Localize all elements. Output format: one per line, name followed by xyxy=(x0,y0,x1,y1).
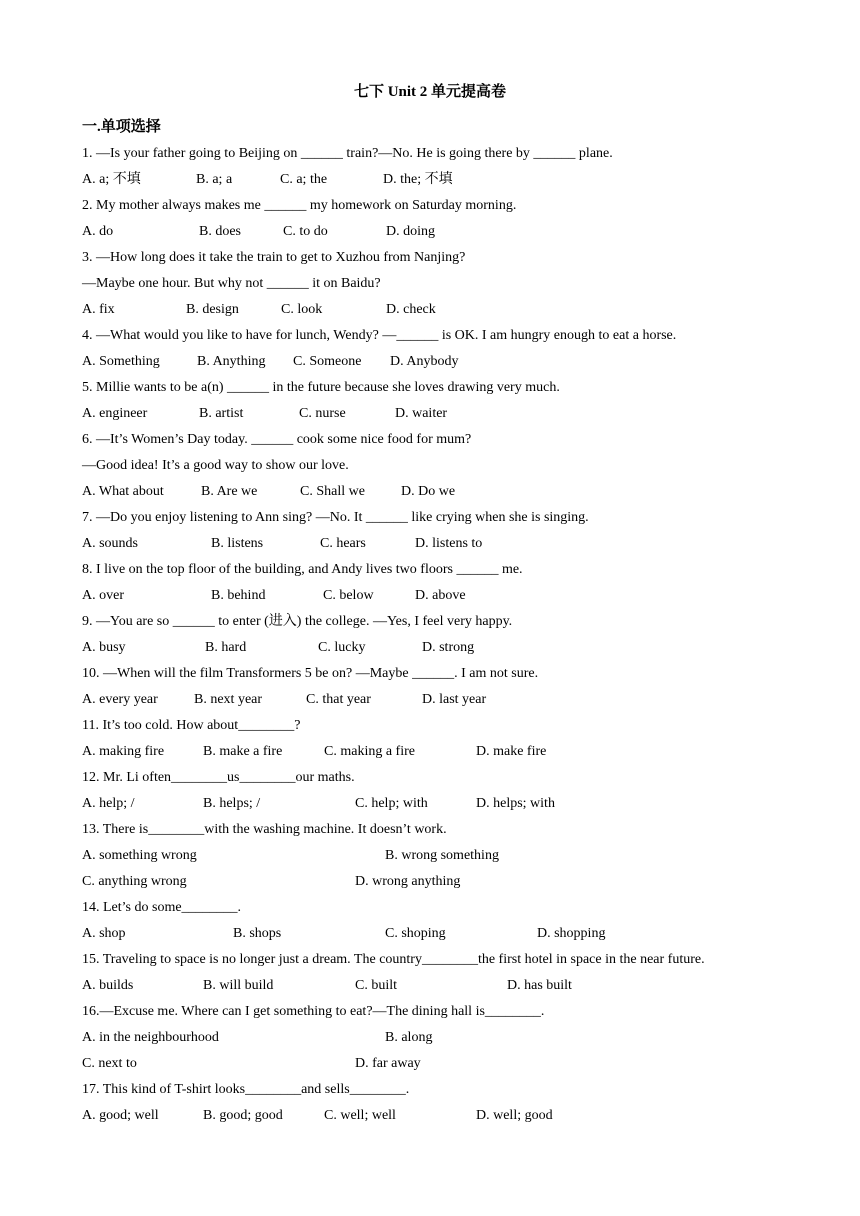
answer-option: A. making fire xyxy=(82,744,165,759)
question-text: 15. Traveling to space is no longer just a dream. The country________the first hotel in space in the near future. xyxy=(82,952,705,967)
page-title: 七下 Unit 2 单元提高卷 xyxy=(353,84,507,100)
answer-option: C. built xyxy=(355,978,398,993)
question-text: 17. This kind of T-shirt looks________and sells________. xyxy=(82,1082,410,1097)
question-text: 8. I live on the top floor of the building, and Andy lives two floors ______ me. xyxy=(82,562,523,577)
answer-option: C. hears xyxy=(320,536,366,551)
answer-option: C. shoping xyxy=(385,926,446,941)
answer-option: D. Anybody xyxy=(390,354,459,369)
answer-option: B. Are we xyxy=(201,484,258,499)
answer-option: C. next to xyxy=(82,1056,137,1071)
answer-option: B. design xyxy=(186,302,239,317)
answer-option: B. listens xyxy=(211,536,264,551)
question-text: 10. —When will the film Transformers 5 be on? —Maybe ______. I am not sure. xyxy=(82,666,539,681)
answer-option: B. does xyxy=(199,224,241,239)
answer-option: B. artist xyxy=(199,406,244,421)
answer-option: A. builds xyxy=(82,978,134,993)
answer-option: B. shops xyxy=(233,926,282,941)
answer-option: D. well; good xyxy=(476,1108,553,1123)
answer-option: C. look xyxy=(281,302,323,317)
answer-option: A. engineer xyxy=(82,406,148,421)
answer-option: A. fix xyxy=(82,302,115,317)
answer-option: D. wrong anything xyxy=(355,874,461,889)
answer-option: C. below xyxy=(323,588,374,603)
question-text: 2. My mother always makes me ______ my homework on Saturday morning. xyxy=(82,198,517,213)
question-text: 12. Mr. Li often________us________our maths. xyxy=(82,770,355,785)
answer-option: A. a; 不填 xyxy=(82,172,141,187)
answer-option: D. strong xyxy=(422,640,475,655)
question-text: 14. Let’s do some________. xyxy=(82,900,242,915)
answer-option: C. help; with xyxy=(355,796,428,811)
answer-option: C. Someone xyxy=(293,354,362,369)
section-heading: 一.单项选择 xyxy=(82,119,161,135)
answer-option: B. will build xyxy=(203,978,274,993)
question-text: 4. —What would you like to have for lunch, Wendy? —______ is OK. I am hungry enough to eat a horse. xyxy=(82,328,677,343)
answer-option: B. helps; / xyxy=(203,796,261,811)
answer-option: D. the; 不填 xyxy=(383,172,453,187)
question-text: 1. —Is your father going to Beijing on ______ train?—No. He is going there by ______ plane. xyxy=(82,146,613,161)
answer-option: C. lucky xyxy=(318,640,366,655)
answer-option: D. last year xyxy=(422,692,487,707)
answer-option: A. good; well xyxy=(82,1108,159,1123)
answer-option: C. a; the xyxy=(280,172,328,187)
answer-option: D. Do we xyxy=(401,484,456,499)
answer-option: C. making a fire xyxy=(324,744,415,759)
answer-option: A. something wrong xyxy=(82,848,197,863)
answer-option: C. that year xyxy=(306,692,371,707)
answer-option: B. Anything xyxy=(197,354,266,369)
answer-option: D. waiter xyxy=(395,406,448,421)
answer-option: B. wrong something xyxy=(385,848,499,863)
answer-option: D. helps; with xyxy=(476,796,555,811)
answer-option: C. anything wrong xyxy=(82,874,187,889)
answer-option: B. behind xyxy=(211,588,266,603)
question-text: —Good idea! It’s a good way to show our love. xyxy=(82,458,349,473)
question-text: 13. There is________with the washing machine. It doesn’t work. xyxy=(82,822,447,837)
answer-option: A. shop xyxy=(82,926,126,941)
answer-option: A. What about xyxy=(82,484,164,499)
answer-option: D. shopping xyxy=(537,926,606,941)
answer-option: B. hard xyxy=(205,640,247,655)
question-text: —Maybe one hour. But why not ______ it on Baidu? xyxy=(82,276,381,291)
answer-option: D. has built xyxy=(507,978,572,993)
answer-option: D. make fire xyxy=(476,744,547,759)
question-text: 3. —How long does it take the train to get to Xuzhou from Nanjing? xyxy=(82,250,466,265)
question-text: 6. —It’s Women’s Day today. ______ cook some nice food for mum? xyxy=(82,432,472,447)
answer-option: A. help; / xyxy=(82,796,135,811)
answer-option: A. every year xyxy=(82,692,158,707)
answer-option: C. Shall we xyxy=(300,484,365,499)
answer-option: C. nurse xyxy=(299,406,346,421)
answer-option: D. doing xyxy=(386,224,435,239)
answer-option: B. good; good xyxy=(203,1108,283,1123)
answer-option: C. to do xyxy=(283,224,328,239)
answer-option: A. do xyxy=(82,224,114,239)
answer-option: C. well; well xyxy=(324,1108,396,1123)
answer-option: A. sounds xyxy=(82,536,139,551)
answer-option: B. a; a xyxy=(196,172,233,187)
question-text: 5. Millie wants to be a(n) ______ in the future because she loves drawing very much. xyxy=(82,380,560,395)
question-text: 11. It’s too cold. How about________? xyxy=(82,718,301,733)
answer-option: D. check xyxy=(386,302,436,317)
answer-option: D. listens to xyxy=(415,536,483,551)
question-text: 7. —Do you enjoy listening to Ann sing? —No. It ______ like crying when she is singing. xyxy=(82,510,589,525)
answer-option: A. over xyxy=(82,588,124,603)
answer-option: B. make a fire xyxy=(203,744,283,759)
answer-option: B. along xyxy=(385,1030,433,1045)
question-text: 16.—Excuse me. Where can I get something to eat?—The dining hall is________. xyxy=(82,1004,545,1019)
answer-option: B. next year xyxy=(194,692,263,707)
answer-option: A. Something xyxy=(82,354,160,369)
answer-option: A. busy xyxy=(82,640,126,655)
answer-option: D. far away xyxy=(355,1056,421,1071)
answer-option: A. in the neighbourhood xyxy=(82,1030,219,1045)
answer-option: D. above xyxy=(415,588,466,603)
question-text: 9. —You are so ______ to enter (进入) the college. —Yes, I feel very happy. xyxy=(82,614,513,629)
